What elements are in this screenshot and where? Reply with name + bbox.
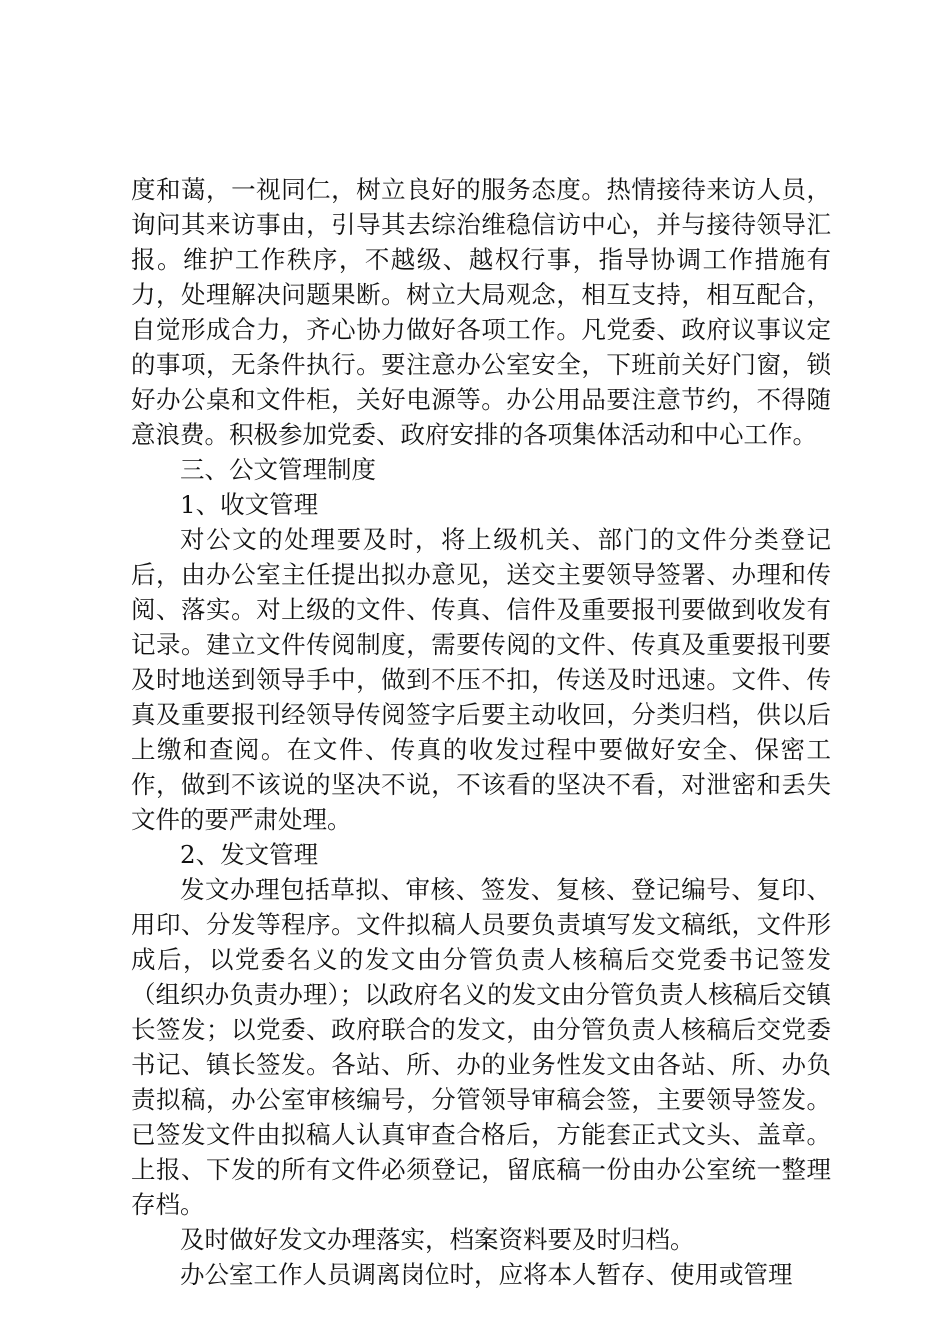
- subsection-heading-issuing: 2、发文管理: [180, 840, 319, 869]
- subsection-heading-receiving: 1、收文管理: [180, 490, 319, 519]
- paragraph-receiving-management: 对公文的处理要及时，将上级机关、部门的文件分类登记后，由办公室主任提出拟办意见，送交主要领导签署、办理和传阅、落实。对上级的文件、传真、信件及重要报刊要做到收发有记录。建立文件传阅制度，需要传阅的文件、传真及重要报刊要及时地送到领导手中，做到不压不扣，传送及时迅速。文件、传真及重要报刊经领导传阅签字后要主动收回，分类归档，供以后上缴和查阅。在文件、传真的收发过程中要做好安全、保密工作，做到不该说的坚决不说，不该看的坚决不看，对泄密和丢失文件的要严肃处理。: [131, 525, 831, 834]
- paragraph-service-attitude: 度和蔼，一视同仁，树立良好的服务态度。热情接待来访人员，询问其来访事由，引导其去综治维稳信访中心，并与接待领导汇报。维护工作秩序，不越级、越权行事，指导协调工作措施有力，处理解决问题果断。树立大局观念，相互支持，相互配合，自觉形成合力，齐心协力做好各项工作。凡党委、政府议事议定的事项，无条件执行。要注意办公室安全，下班前关好门窗，锁好办公桌和文件柜，关好电源等。办公用品要注意节约，不得随意浪费。积极参加党委、政府安排的各项集体活动和中心工作。: [131, 175, 831, 449]
- paragraph-archiving: 及时做好发文办理落实，档案资料要及时归档。: [180, 1225, 695, 1254]
- section-heading-document-management: 三、公文管理制度: [180, 455, 376, 484]
- document-page: [131, 172, 831, 1292]
- paragraph-staff-transfer: 办公室工作人员调离岗位时，应将本人暂存、使用或管理: [180, 1260, 793, 1289]
- paragraph-issuing-management: 发文办理包括草拟、审核、签发、复核、登记编号、复印、用印、分发等程序。文件拟稿人员要负责填写发文稿纸，文件形成后，以党委名义的发文由分管负责人核稿后交党委书记签发（组织办负责办理）；以政府名义的发文由分管负责人核稿后交镇长签发；以党委、政府联合的发文，由分管负责人核稿后交党委书记、镇长签发。各站、所、办的业务性发文由各站、所、办负责拟稿，办公室审核编号，分管领导审稿会签，主要领导签发。已签发文件由拟稿人认真审查合格后，方能套正式文头、盖章。上报、下发的所有文件必须登记，留底稿一份由办公室统一整理存档。: [131, 875, 831, 1219]
